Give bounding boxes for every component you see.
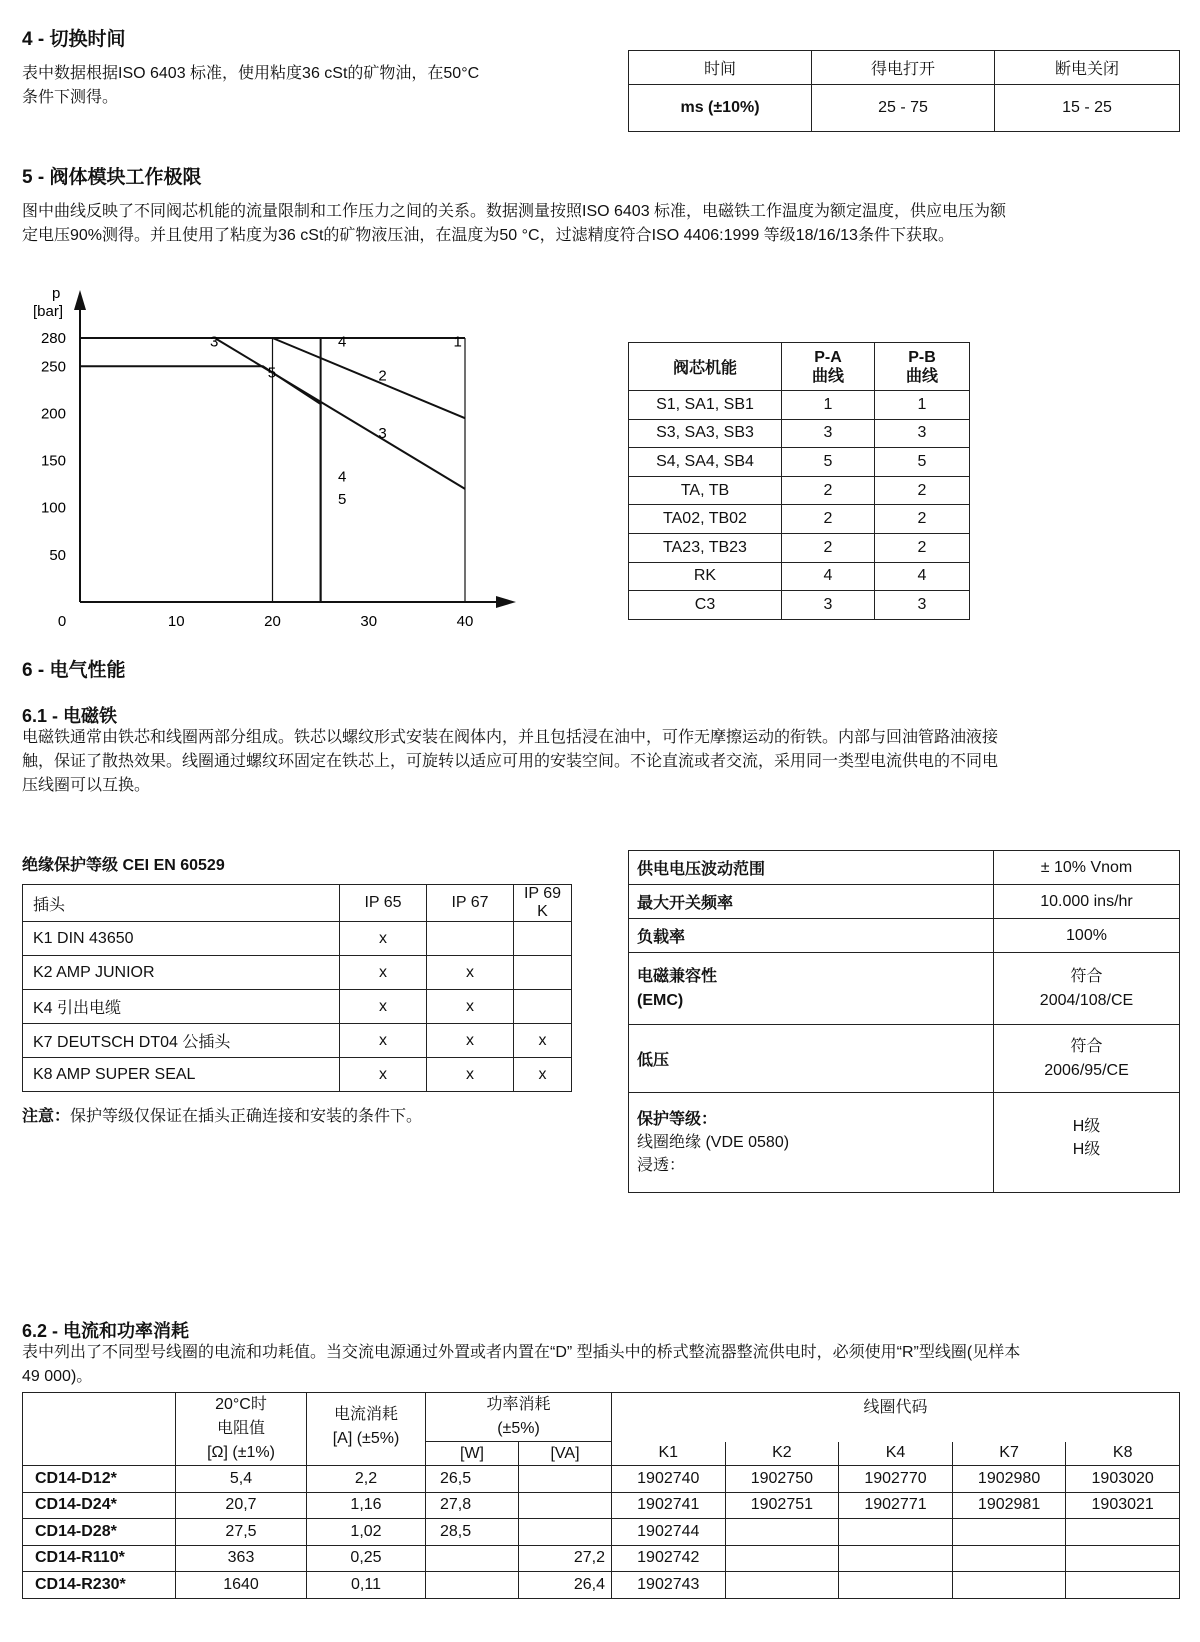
th-pb-curve: [875, 343, 970, 391]
coil-th-k8: K8: [1066, 1442, 1180, 1466]
note-label: 注意：: [22, 1108, 71, 1125]
code-k8-cell: [1066, 1519, 1180, 1546]
spec-lv-label: 低压: [629, 1025, 994, 1093]
x-tick-label: 0: [57, 613, 67, 630]
x-tick-label: 10: [167, 613, 185, 630]
pa-curve-cell: 4: [782, 562, 875, 591]
section-6-1-heading: 6.1 - 电磁铁: [22, 706, 118, 726]
coil-row: [23, 1519, 1180, 1546]
spec-prot-v1: H级: [1072, 1118, 1101, 1135]
coil-model-cell: CD14-D28*: [23, 1519, 176, 1546]
y-axis-label: p: [52, 285, 61, 302]
section-6-heading: 6 - 电气性能: [22, 660, 126, 681]
function-name-cell: TA, TB: [629, 476, 782, 505]
code-k1-cell: 1902744: [612, 1519, 726, 1546]
power-w-cell: 28,5: [426, 1519, 519, 1546]
code-k2-cell: 1902750: [725, 1466, 839, 1493]
connector-cell: K2 AMP JUNIOR: [23, 956, 340, 990]
ip69k-cell: x: [514, 1024, 572, 1058]
pb-curve-cell: 4: [875, 562, 970, 591]
current-cell: 0,25: [307, 1545, 426, 1572]
code-k8-cell: [1066, 1572, 1180, 1599]
power-va-cell: [519, 1466, 612, 1493]
th-pa-l2: 曲线: [811, 367, 844, 385]
function-name-cell: TA02, TB02: [629, 505, 782, 534]
pressure-flow-chart: [0, 280, 540, 640]
code-k2-cell: [725, 1572, 839, 1599]
function-row: [629, 391, 970, 420]
protection-row: [23, 1024, 572, 1058]
code-k1-cell: 1902743: [612, 1572, 726, 1599]
resistance-cell: 20,7: [176, 1492, 307, 1519]
td-close-value: 15 - 25: [995, 85, 1180, 132]
protection-row: [23, 956, 572, 990]
power-va-cell: 26,4: [519, 1572, 612, 1599]
function-row: [629, 419, 970, 448]
protection-title: 绝缘保护等级 CEI EN 60529: [22, 857, 225, 874]
section-4-desc-line1: 表中数据根据ISO 6403 标准，使用粘度36 cSt的矿物油，在50°C: [22, 65, 480, 82]
th-deenergize-close: 断电关闭: [995, 51, 1180, 85]
section-5-desc-line1: 图中曲线反映了不同阀芯机能的流量限制和工作压力之间的关系。数据测量按照ISO 6403 标准，电磁铁工作温度为额定温度，供应电压为额: [22, 203, 1007, 220]
function-name-cell: S1, SA1, SB1: [629, 391, 782, 420]
code-k7-cell: 1902981: [952, 1492, 1066, 1519]
pb-curve-cell: 2: [875, 505, 970, 534]
note-text: 保护等级仅保证在插头正确连接和安装的条件下。: [70, 1108, 423, 1125]
pa-curve-cell: 3: [782, 419, 875, 448]
th-ip65: IP 65: [340, 885, 427, 922]
curve-label: 5: [337, 490, 347, 508]
pb-curve-cell: 2: [875, 476, 970, 505]
section-6-2-heading: 6.2 - 电流和功率消耗: [22, 1321, 190, 1341]
spec-duty-label: 负载率: [629, 919, 994, 953]
spec-prot-v2: H级: [1072, 1141, 1101, 1158]
ip69k-cell: [514, 922, 572, 956]
ip65-cell: x: [340, 1058, 427, 1092]
spec-voltage-value: ± 10% Vnom: [994, 851, 1180, 885]
y-tick-label: 100: [40, 499, 66, 517]
ip69k-cell: [514, 990, 572, 1024]
ip65-cell: x: [340, 990, 427, 1024]
curve-label: 4: [337, 333, 347, 351]
coil-th-cur-l1: 电流消耗: [333, 1406, 398, 1423]
resistance-cell: 363: [176, 1545, 307, 1572]
coil-th-pow-l2: (±5%): [497, 1420, 540, 1437]
th-ip69k: IP 69 K: [514, 885, 572, 922]
pa-curve-cell: 2: [782, 476, 875, 505]
curve-2: [273, 338, 466, 418]
curve-label: 1: [453, 333, 462, 351]
y-tick-label: 50: [49, 546, 66, 564]
spec-protection-value: [994, 1093, 1180, 1193]
switching-time-table: [628, 50, 1180, 132]
coil-th-k4: K4: [839, 1442, 953, 1466]
function-row: [629, 591, 970, 620]
th-pa-l1: P-A: [814, 348, 842, 366]
coil-th-res-l3: [Ω] (±1%): [207, 1444, 275, 1461]
spec-prot-l2: 线圈绝缘 (VDE 0580): [637, 1134, 790, 1151]
th-energize-open: 得电打开: [812, 51, 995, 85]
function-row: [629, 562, 970, 591]
coil-th-pow-l1: 功率消耗: [486, 1396, 551, 1413]
th-pa-curve: [782, 343, 875, 391]
spec-emc-value: [994, 953, 1180, 1025]
ip67-cell: x: [427, 990, 514, 1024]
resistance-cell: 5,4: [176, 1466, 307, 1493]
spec-prot-l3: 浸透：: [637, 1157, 686, 1174]
th-ip67: IP 67: [427, 885, 514, 922]
function-name-cell: RK: [629, 562, 782, 591]
spec-voltage-label: 供电电压波动范围: [629, 851, 994, 885]
resistance-cell: 1640: [176, 1572, 307, 1599]
code-k7-cell: [952, 1572, 1066, 1599]
spec-emc-l2: (EMC): [637, 991, 684, 1009]
resistance-cell: 27,5: [176, 1519, 307, 1546]
coil-model-cell: CD14-D24*: [23, 1492, 176, 1519]
function-row: [629, 476, 970, 505]
protection-table: [22, 884, 572, 1092]
coil-th-code: 线圈代码: [612, 1393, 1180, 1418]
th-time: 时间: [629, 51, 812, 85]
coil-th-code-spacer: [612, 1417, 1180, 1442]
y-tick-label: 200: [40, 405, 66, 423]
y-axis-arrow: [74, 290, 86, 310]
spec-lv-v1: 符合: [1070, 1037, 1103, 1055]
coil-row: [23, 1492, 1180, 1519]
y-tick-label: 150: [40, 452, 66, 470]
code-k4-cell: 1902771: [839, 1492, 953, 1519]
ip67-cell: x: [427, 1058, 514, 1092]
pa-curve-cell: 2: [782, 505, 875, 534]
coil-th-cur-l2: [A] (±5%): [332, 1430, 400, 1447]
current-cell: 1,02: [307, 1519, 426, 1546]
coil-th-va: [VA]: [519, 1442, 612, 1466]
power-va-cell: [519, 1519, 612, 1546]
pa-curve-cell: 1: [782, 391, 875, 420]
power-w-cell: [426, 1572, 519, 1599]
th-connector: 插头: [23, 885, 340, 922]
curve-label: 5: [267, 364, 277, 382]
code-k4-cell: [839, 1572, 953, 1599]
section-6-1-line3: 压线圈可以互换。: [22, 777, 151, 794]
function-name-cell: C3: [629, 591, 782, 620]
code-k7-cell: [952, 1545, 1066, 1572]
th-spool-function: 阀芯机能: [629, 343, 782, 391]
function-row: [629, 448, 970, 477]
coil-th-current: [307, 1393, 426, 1466]
power-w-cell: [426, 1545, 519, 1572]
curve-label: 2: [378, 367, 387, 385]
protection-row: [23, 922, 572, 956]
connector-cell: K7 DEUTSCH DT04 公插头: [23, 1024, 340, 1058]
section-6-1-line2: 触，保证了散热效果。线圈通过螺纹环固定在铁芯上，可旋转以适应可用的安装空间。不论直流或者交流，采用同一类型电流供电的不同电: [22, 753, 999, 770]
x-tick-label: 30: [360, 613, 378, 630]
y-axis-unit: [bar]: [33, 303, 64, 320]
coil-th-k2: K2: [725, 1442, 839, 1466]
section-6-1-line1: 电磁铁通常由铁芯和线圈两部分组成。铁芯以螺纹形式安装在阀体内，并且包括浸在油中，可作无摩擦运动的衔铁。内部与回油管路油液接: [22, 729, 999, 746]
ip65-cell: x: [340, 922, 427, 956]
pb-curve-cell: 3: [875, 591, 970, 620]
connector-cell: K8 AMP SUPER SEAL: [23, 1058, 340, 1092]
y-tick-label: 280: [40, 330, 66, 347]
section-6-2-line1: 表中列出了不同型号线圈的电流和功耗值。当交流电源通过外置或者内置在“D” 型插头中的桥式整流器整流供电时，必须使用“R”型线圈(见样本: [22, 1344, 1021, 1361]
curve-5: [80, 366, 321, 602]
section-4-heading: 4 - 切换时间: [22, 29, 126, 50]
code-k1-cell: 1902742: [612, 1545, 726, 1572]
spec-lv-v2: 2006/95/CE: [1044, 1061, 1129, 1079]
coil-row: [23, 1466, 1180, 1493]
coil-th-power: [426, 1393, 612, 1442]
power-va-cell: [519, 1492, 612, 1519]
y-tick-label: 250: [40, 358, 66, 376]
coil-th-w: [W]: [426, 1442, 519, 1466]
protection-row: [23, 990, 572, 1024]
function-name-cell: S4, SA4, SB4: [629, 448, 782, 477]
pa-curve-cell: 3: [782, 591, 875, 620]
spec-frequency-label: 最大开关频率: [629, 885, 994, 919]
td-open-value: 25 - 75: [812, 85, 995, 132]
spec-emc-l1: 电磁兼容性: [637, 967, 718, 985]
code-k8-cell: 1903021: [1066, 1492, 1180, 1519]
code-k8-cell: [1066, 1545, 1180, 1572]
curve-label: 4: [337, 468, 347, 486]
function-row: [629, 505, 970, 534]
current-cell: 1,16: [307, 1492, 426, 1519]
coil-th-k7: K7: [952, 1442, 1066, 1466]
spec-prot-l1: 保护等级：: [637, 1111, 718, 1128]
code-k4-cell: [839, 1519, 953, 1546]
th-pb-l1: P-B: [908, 348, 936, 366]
code-k4-cell: 1902770: [839, 1466, 953, 1493]
pb-curve-cell: 2: [875, 533, 970, 562]
th-pb-l2: 曲线: [905, 367, 938, 385]
function-name-cell: S3, SA3, SB3: [629, 419, 782, 448]
connector-cell: K1 DIN 43650: [23, 922, 340, 956]
ip67-cell: [427, 922, 514, 956]
x-axis-arrow: [496, 596, 516, 608]
section-4-desc-line2: 条件下测得。: [22, 89, 119, 106]
coil-row: [23, 1572, 1180, 1599]
coil-th-res-l2: 电阻值: [216, 1420, 265, 1437]
coil-table: [22, 1392, 1180, 1599]
solenoid-spec-table: [628, 850, 1180, 1193]
code-k2-cell: [725, 1545, 839, 1572]
function-name-cell: TA23, TB23: [629, 533, 782, 562]
curve-label: 3: [209, 333, 219, 351]
curve-3: [215, 338, 465, 489]
code-k1-cell: 1902740: [612, 1466, 726, 1493]
current-cell: 2,2: [307, 1466, 426, 1493]
spec-protection-label: [629, 1093, 994, 1193]
section-6-2-line2: 49 000)。: [22, 1368, 93, 1385]
code-k7-cell: 1902980: [952, 1466, 1066, 1493]
protection-row: [23, 1058, 572, 1092]
coil-th-empty: [23, 1393, 176, 1466]
code-k2-cell: 1902751: [725, 1492, 839, 1519]
ip69k-cell: x: [514, 1058, 572, 1092]
spec-emc-v2: 2004/108/CE: [1039, 991, 1134, 1009]
function-row: [629, 533, 970, 562]
pa-curve-cell: 2: [782, 533, 875, 562]
x-tick-label: 20: [264, 613, 281, 630]
protection-note: [22, 1103, 422, 1126]
pb-curve-cell: 5: [875, 448, 970, 477]
power-va-cell: 27,2: [519, 1545, 612, 1572]
power-w-cell: 26,5: [426, 1466, 519, 1493]
connector-cell: K4 引出电缆: [23, 990, 340, 1024]
chart-curve-labels: [210, 333, 462, 507]
code-k1-cell: 1902741: [612, 1492, 726, 1519]
section-5-desc-line2: 定电压90%测得。并且使用了粘度为36 cSt的矿物液压油，在温度为50 °C，过滤精度符合ISO 4406:1999 等级18/16/13条件下获取。: [22, 227, 954, 244]
code-k4-cell: [839, 1545, 953, 1572]
coil-th-res-l1: 20°C时: [215, 1396, 267, 1413]
code-k8-cell: 1903020: [1066, 1466, 1180, 1493]
curve-label: 3: [378, 424, 387, 442]
coil-row: [23, 1545, 1180, 1572]
spec-frequency-value: 10.000 ins/hr: [994, 885, 1180, 919]
spec-emc-v1: 符合: [1070, 967, 1103, 985]
td-ms: ms (±10%): [629, 85, 812, 132]
spec-emc-label: [629, 953, 994, 1025]
coil-model-cell: CD14-D12*: [23, 1466, 176, 1493]
code-k7-cell: [952, 1519, 1066, 1546]
coil-model-cell: CD14-R230*: [23, 1572, 176, 1599]
coil-th-k1: K1: [612, 1442, 726, 1466]
ip65-cell: x: [340, 956, 427, 990]
pb-curve-cell: 1: [875, 391, 970, 420]
coil-th-resistance: [176, 1393, 307, 1466]
code-k2-cell: [725, 1519, 839, 1546]
spec-duty-value: 100%: [994, 919, 1180, 953]
chart-ticks: [41, 330, 473, 630]
section-5-heading: 5 - 阀体模块工作极限: [22, 167, 202, 188]
spec-lv-value: [994, 1025, 1180, 1093]
power-w-cell: 27,8: [426, 1492, 519, 1519]
ip67-cell: x: [427, 1024, 514, 1058]
ip69k-cell: [514, 956, 572, 990]
ip65-cell: x: [340, 1024, 427, 1058]
coil-model-cell: CD14-R110*: [23, 1545, 176, 1572]
current-cell: 0,11: [307, 1572, 426, 1599]
pb-curve-cell: 3: [875, 419, 970, 448]
spool-function-table: [628, 342, 970, 620]
x-tick-label: 40: [456, 613, 474, 630]
ip67-cell: x: [427, 956, 514, 990]
pa-curve-cell: 5: [782, 448, 875, 477]
